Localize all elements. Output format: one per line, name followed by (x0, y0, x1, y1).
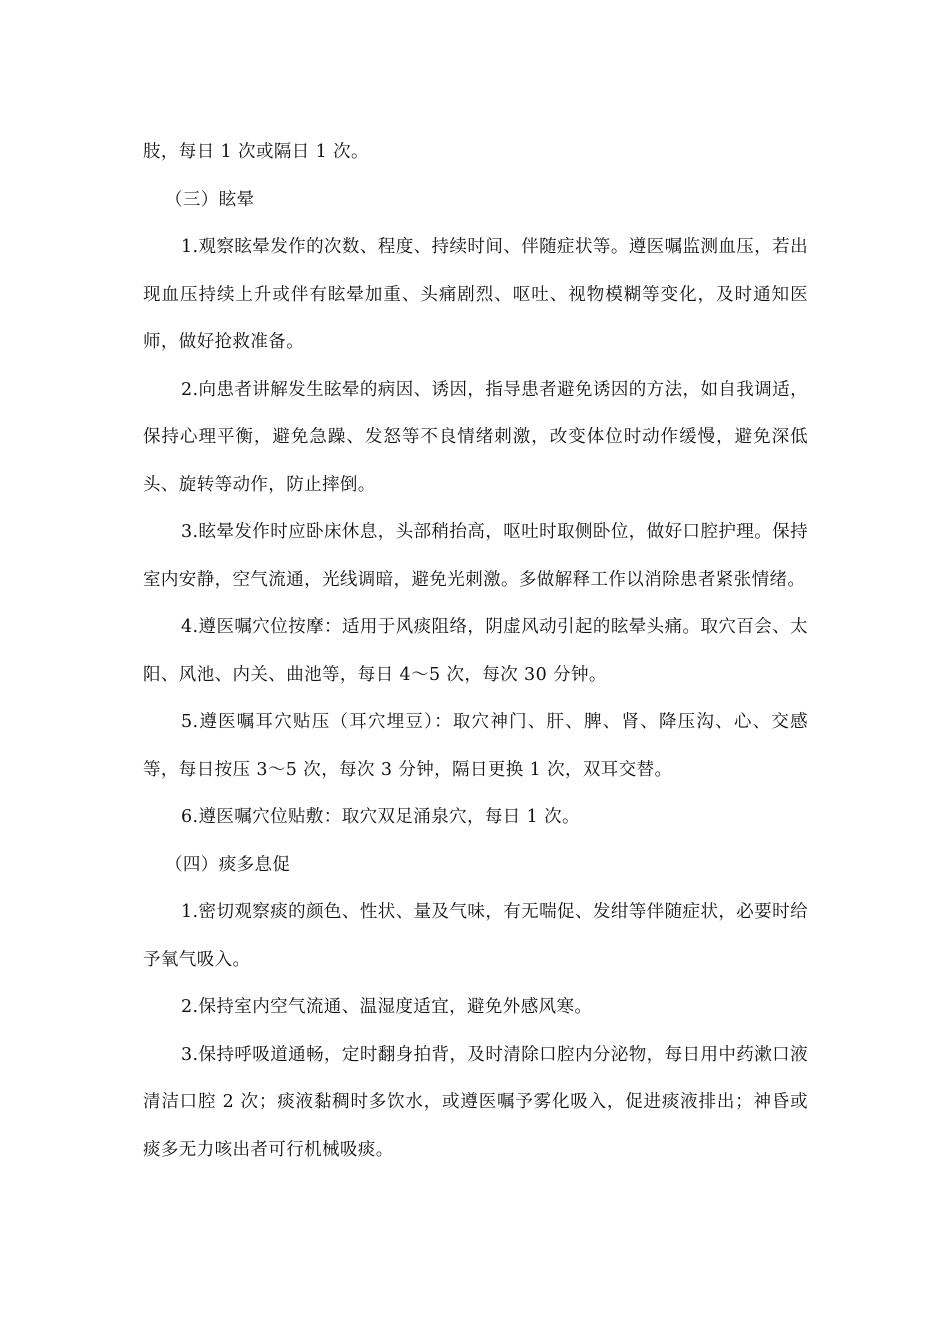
paragraph-dizziness-3: 3.眩晕发作时应卧床休息，头部稍抬高，呕吐时取侧卧位，做好口腔护理。保持室内安静，空气流通，光线调暗，避免光刺激。多做解释工作以消除患者紧张情绪。 (143, 522, 808, 590)
paragraph-dizziness-1: 1.观察眩晕发作的次数、程度、持续时间、伴随症状等。遵医嘱监测血压，若出现血压持续上升或伴有眩晕加重、头痛剧烈、呕吐、视物模糊等变化，及时通知医师，做好抢救准备。 (143, 237, 808, 352)
paragraph-dizziness-2: 2.向患者讲解发生眩晕的病因、诱因，指导患者避免诱因的方法，如自我调适，保持心理平衡，避免急躁、发怒等不良情绪刺激，改变体位时动作缓慢，避免深低头、旋转等动作，防止摔倒。 (143, 379, 808, 495)
paragraph-dizziness-6: 6.遵医嘱穴位贴敷：取穴双足涌泉穴，每日 1 次。 (181, 807, 580, 827)
section-heading-phlegm: （四）痰多息促 (165, 854, 291, 875)
paragraph-phlegm-1: 1.密切观察痰的颜色、性状、量及气味，有无喘促、发绀等伴随症状，必要时给予氧气吸入。 (143, 902, 808, 970)
paragraph-dizziness-4: 4.遵医嘱穴位按摩：适用于风痰阻络，阴虚风动引起的眩晕头痛。取穴百会、太阳、风池、内关、曲池等，每日 4～5 次，每次 30 分钟。 (143, 617, 808, 685)
paragraph-phlegm-3: 3.保持呼吸道通畅，定时翻身拍背，及时清除口腔内分泌物，每日用中药漱口液清洁口腔 2 次；痰液黏稠时多饮水，或遵医嘱予雾化吸入，促进痰液排出；神昏或痰多无力咳出者可行机械吸痰。 (143, 1044, 808, 1160)
paragraph-continuation: 肢，每日 1 次或隔日 1 次。 (143, 142, 369, 162)
paragraph-dizziness-5: 5.遵医嘱耳穴贴压（耳穴埋豆）：取穴神门、肝、脾、肾、降压沟、心、交感等，每日按压 3～5 次，每次 3 分钟，隔日更换 1 次，双耳交替。 (143, 712, 808, 780)
section-heading-dizziness: （三）眩晕 (165, 189, 255, 210)
document-body (143, 129, 808, 1174)
paragraph-phlegm-2: 2.保持室内空气流通、温湿度适宜，避免外感风寒。 (181, 997, 593, 1017)
